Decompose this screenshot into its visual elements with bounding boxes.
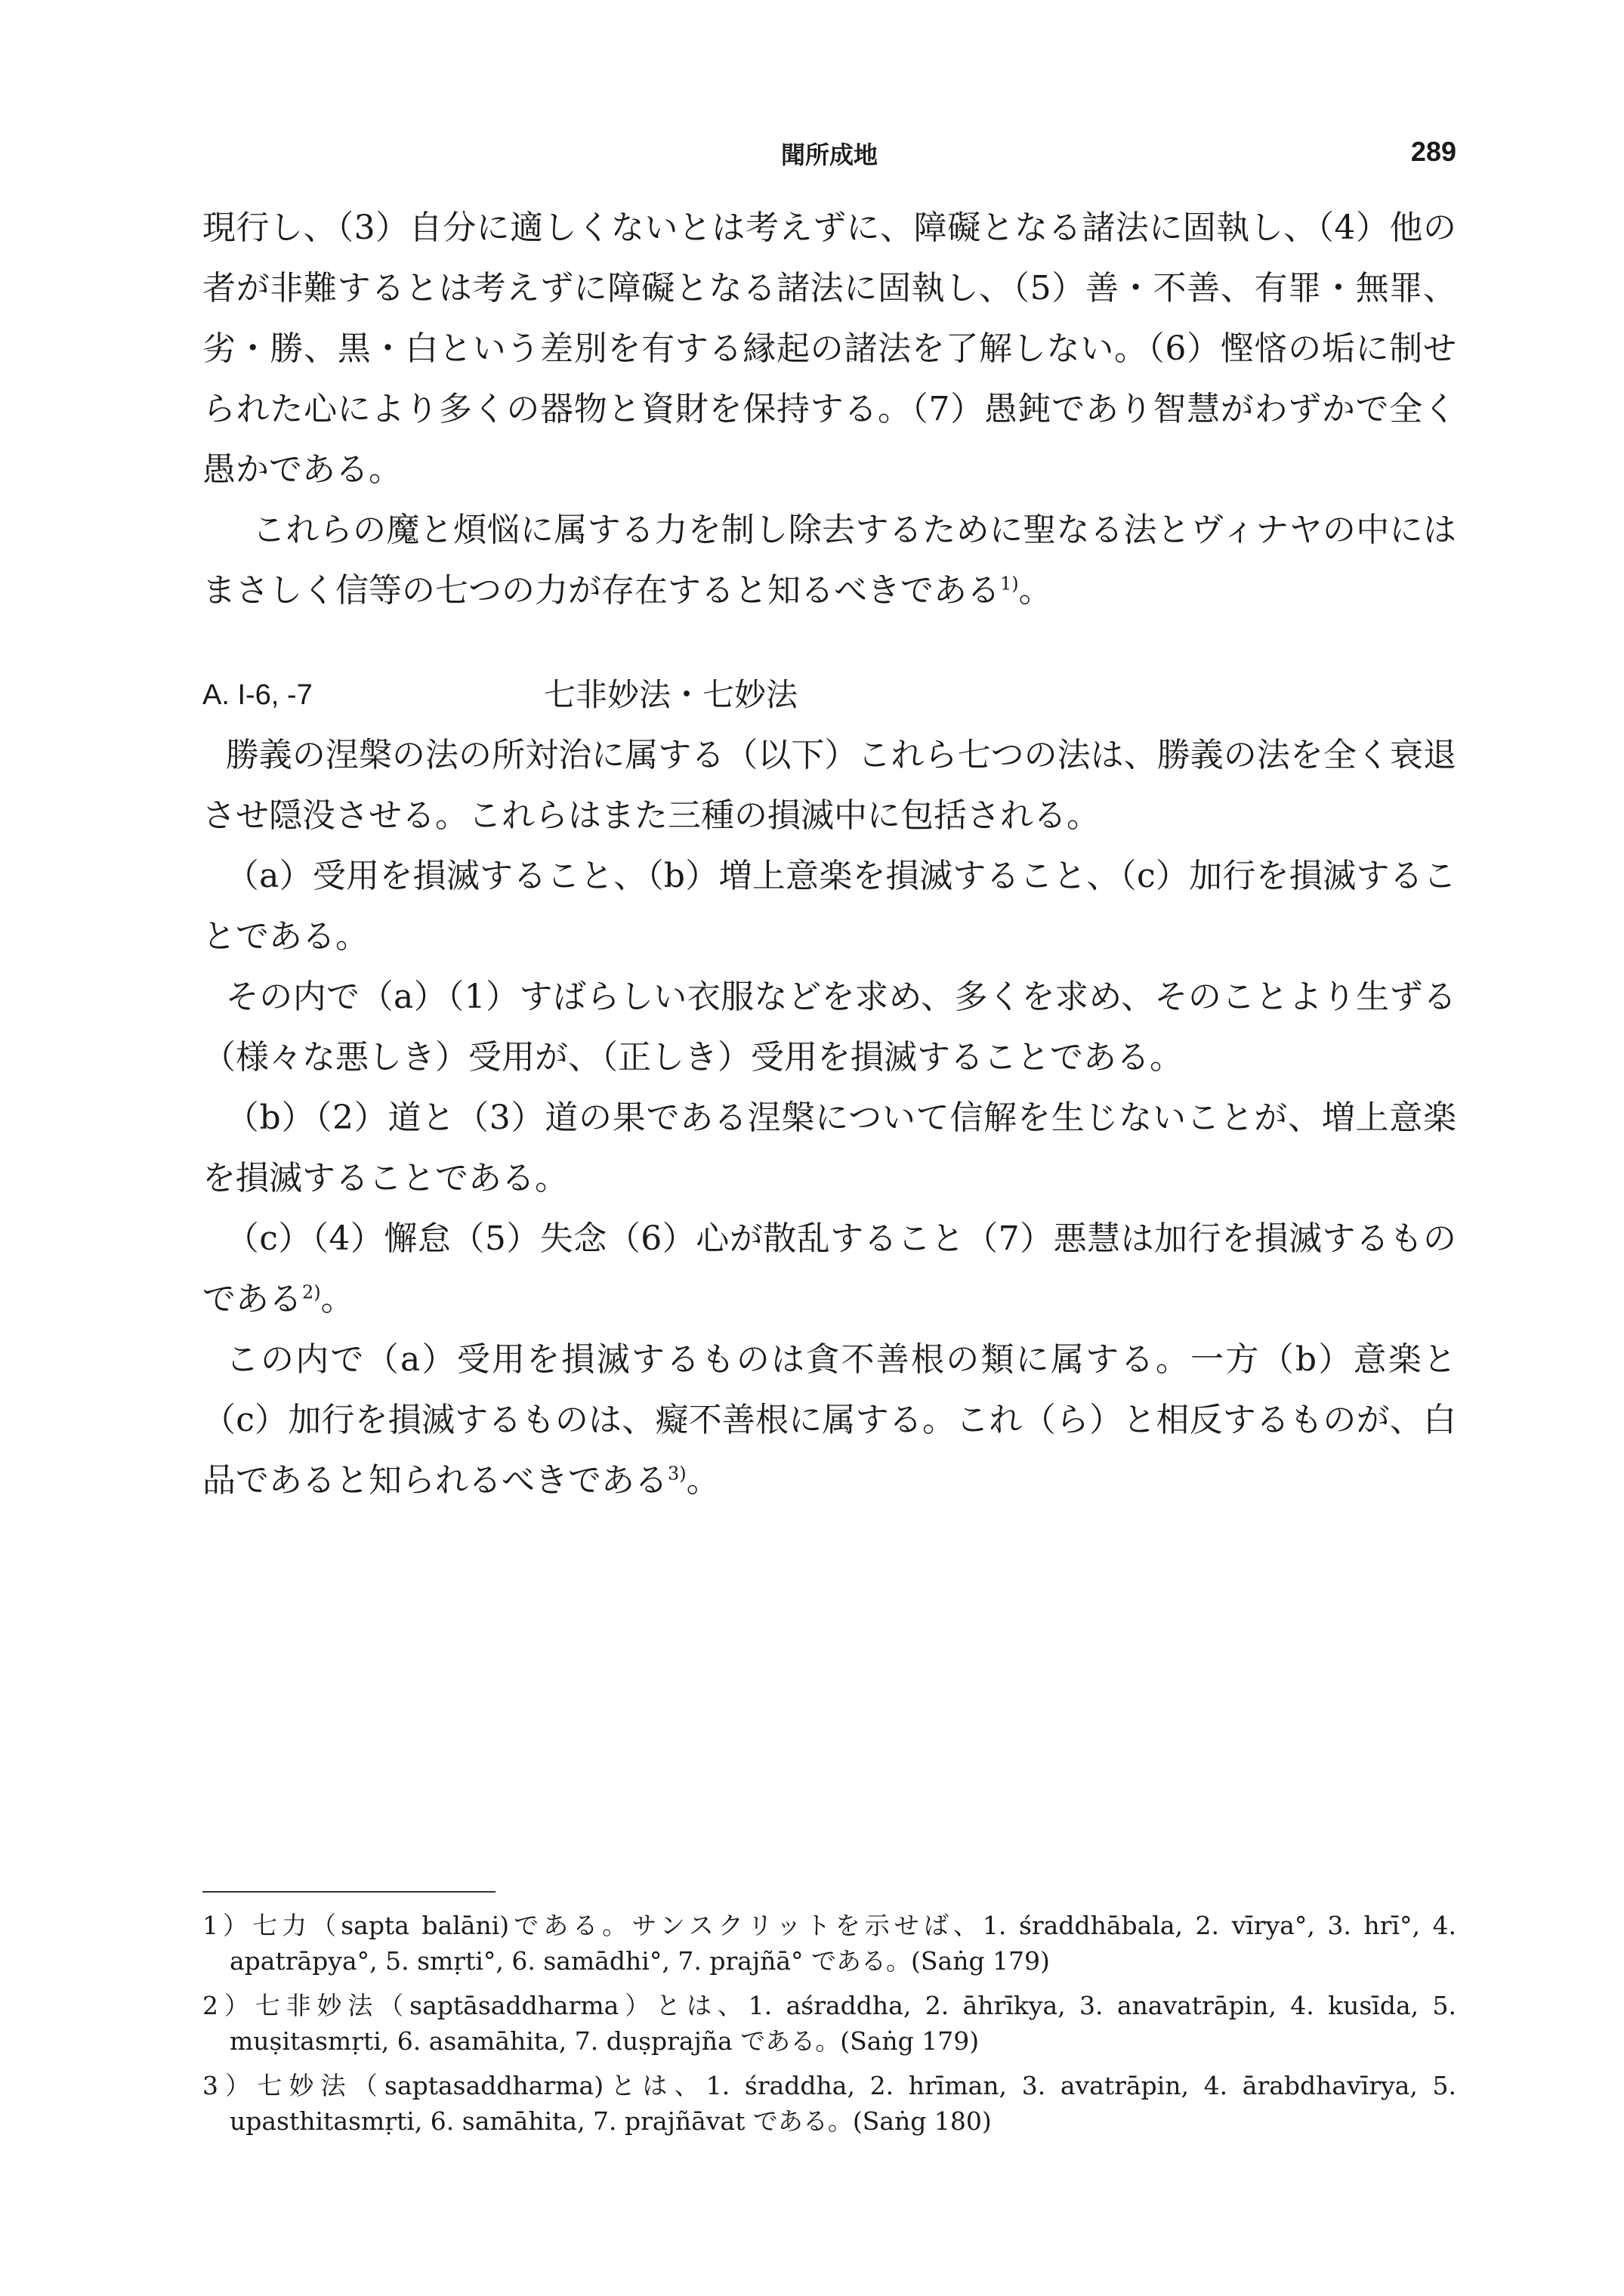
section-paragraph-6-end: 。 [686,1461,720,1500]
section-paragraph-3: その内で（a）（1）すばらしい衣服などを求め、多くを求め、そのことより生ずる（様々な悪しき）受用が、（正しき）受用を損滅することである。 [202,978,1457,1077]
running-title: 聞所成地 [780,141,878,169]
section-paragraph-6 [202,1330,1456,1511]
page-number: 289 [1410,136,1456,167]
paragraph-2-text: これらの魔と煩悩に属する力を制し除去するために聖なる法とヴィナヤの中にはまさしく信等の七つの力が存在すると知るべきである [202,511,1456,610]
section-paragraph-5-end: 。 [320,1280,354,1318]
paragraph-2-end: 。 [1018,571,1052,610]
section-paragraph-1: 勝義の涅槃の法の所対治に属する（以下）これら七つの法は、勝義の法を全く衰退させ隠没させる。これらはまた三種の損滅中に包括される。 [202,736,1456,835]
footnote-1: 1）七力（sapta balāni)である。サンスクリットを示せば、1. śraddhābala, 2. vīrya°, 3. hrī°, 4. apatrāpya°, 5. smṛti°, 6. samādhi°, 7. prajñā° である。(Saṅg 179) [202,1911,1456,1976]
footnote-2: 2）七非妙法（saptāsaddharma）とは、1. aśraddha, 2. āhrīkya, 3. anavatrāpin, 4. kusīda, 5. muṣitasmṛti, 6. asamāhita, 7. duṣprajña である。(Saṅg 179) [202,1991,1456,2056]
section-paragraph-6-text: この内で（a）受用を損滅するものは貪不善根の類に属する。一方（b）意楽と（c）加行を損滅するものは、癡不善根に属する。これ（ら）と相反するものが、白品であると知られるべきである [202,1340,1456,1500]
footnote-ref-3: 3) [668,1463,687,1485]
footnote-divider [202,1891,496,1893]
footnote-ref-2: 2) [302,1281,321,1303]
paragraph-1: 現行し、（3）自分に適しくないとは考えずに、障礙となる諸法に固執し、（4）他の者が非難するとは考えずに障礙となる諸法に固執し、（5）善・不善、有罪・無罪、劣・勝、黒・白という差別を有する縁起の諸法を了解しない。（6）慳悋の垢に制せられた心により多くの器物と資財を保持する。（7）愚鈍であり智慧がわずかで全く愚かである。 [202,209,1456,489]
footnotes [202,1908,1456,2148]
paragraph-2 [202,500,1456,621]
section-id: A. I-6, -7 [202,679,313,711]
section-paragraph-5-text: （c）（4）懈怠（5）失念（6）心が散乱すること（7）悪慧は加行を損滅するものである [202,1219,1456,1318]
footnote-3: 3）七妙法（saptasaddharma)とは、1. śraddha, 2. hrīman, 3. avatrāpin, 4. ārabdhavīrya, 5. upasthitasmṛti, 6. samāhita, 7. prajñāvat である。(Saṅg 180) [202,2071,1456,2136]
page-header [202,136,1456,174]
body-text [202,198,1456,1511]
section-paragraph-2: （a）受用を損滅すること、（b）増上意楽を損滅すること、（c）加行を損滅することである。 [202,857,1456,956]
footnote-ref-1: 1) [1000,573,1019,595]
section-title: 七非妙法・七妙法 [544,676,798,713]
section-paragraph-5 [202,1209,1456,1330]
section-heading [202,665,1456,725]
section-paragraph-4: （b）（2）道と（3）道の果である涅槃について信解を生じないことが、増上意楽を損滅することである。 [202,1099,1456,1197]
